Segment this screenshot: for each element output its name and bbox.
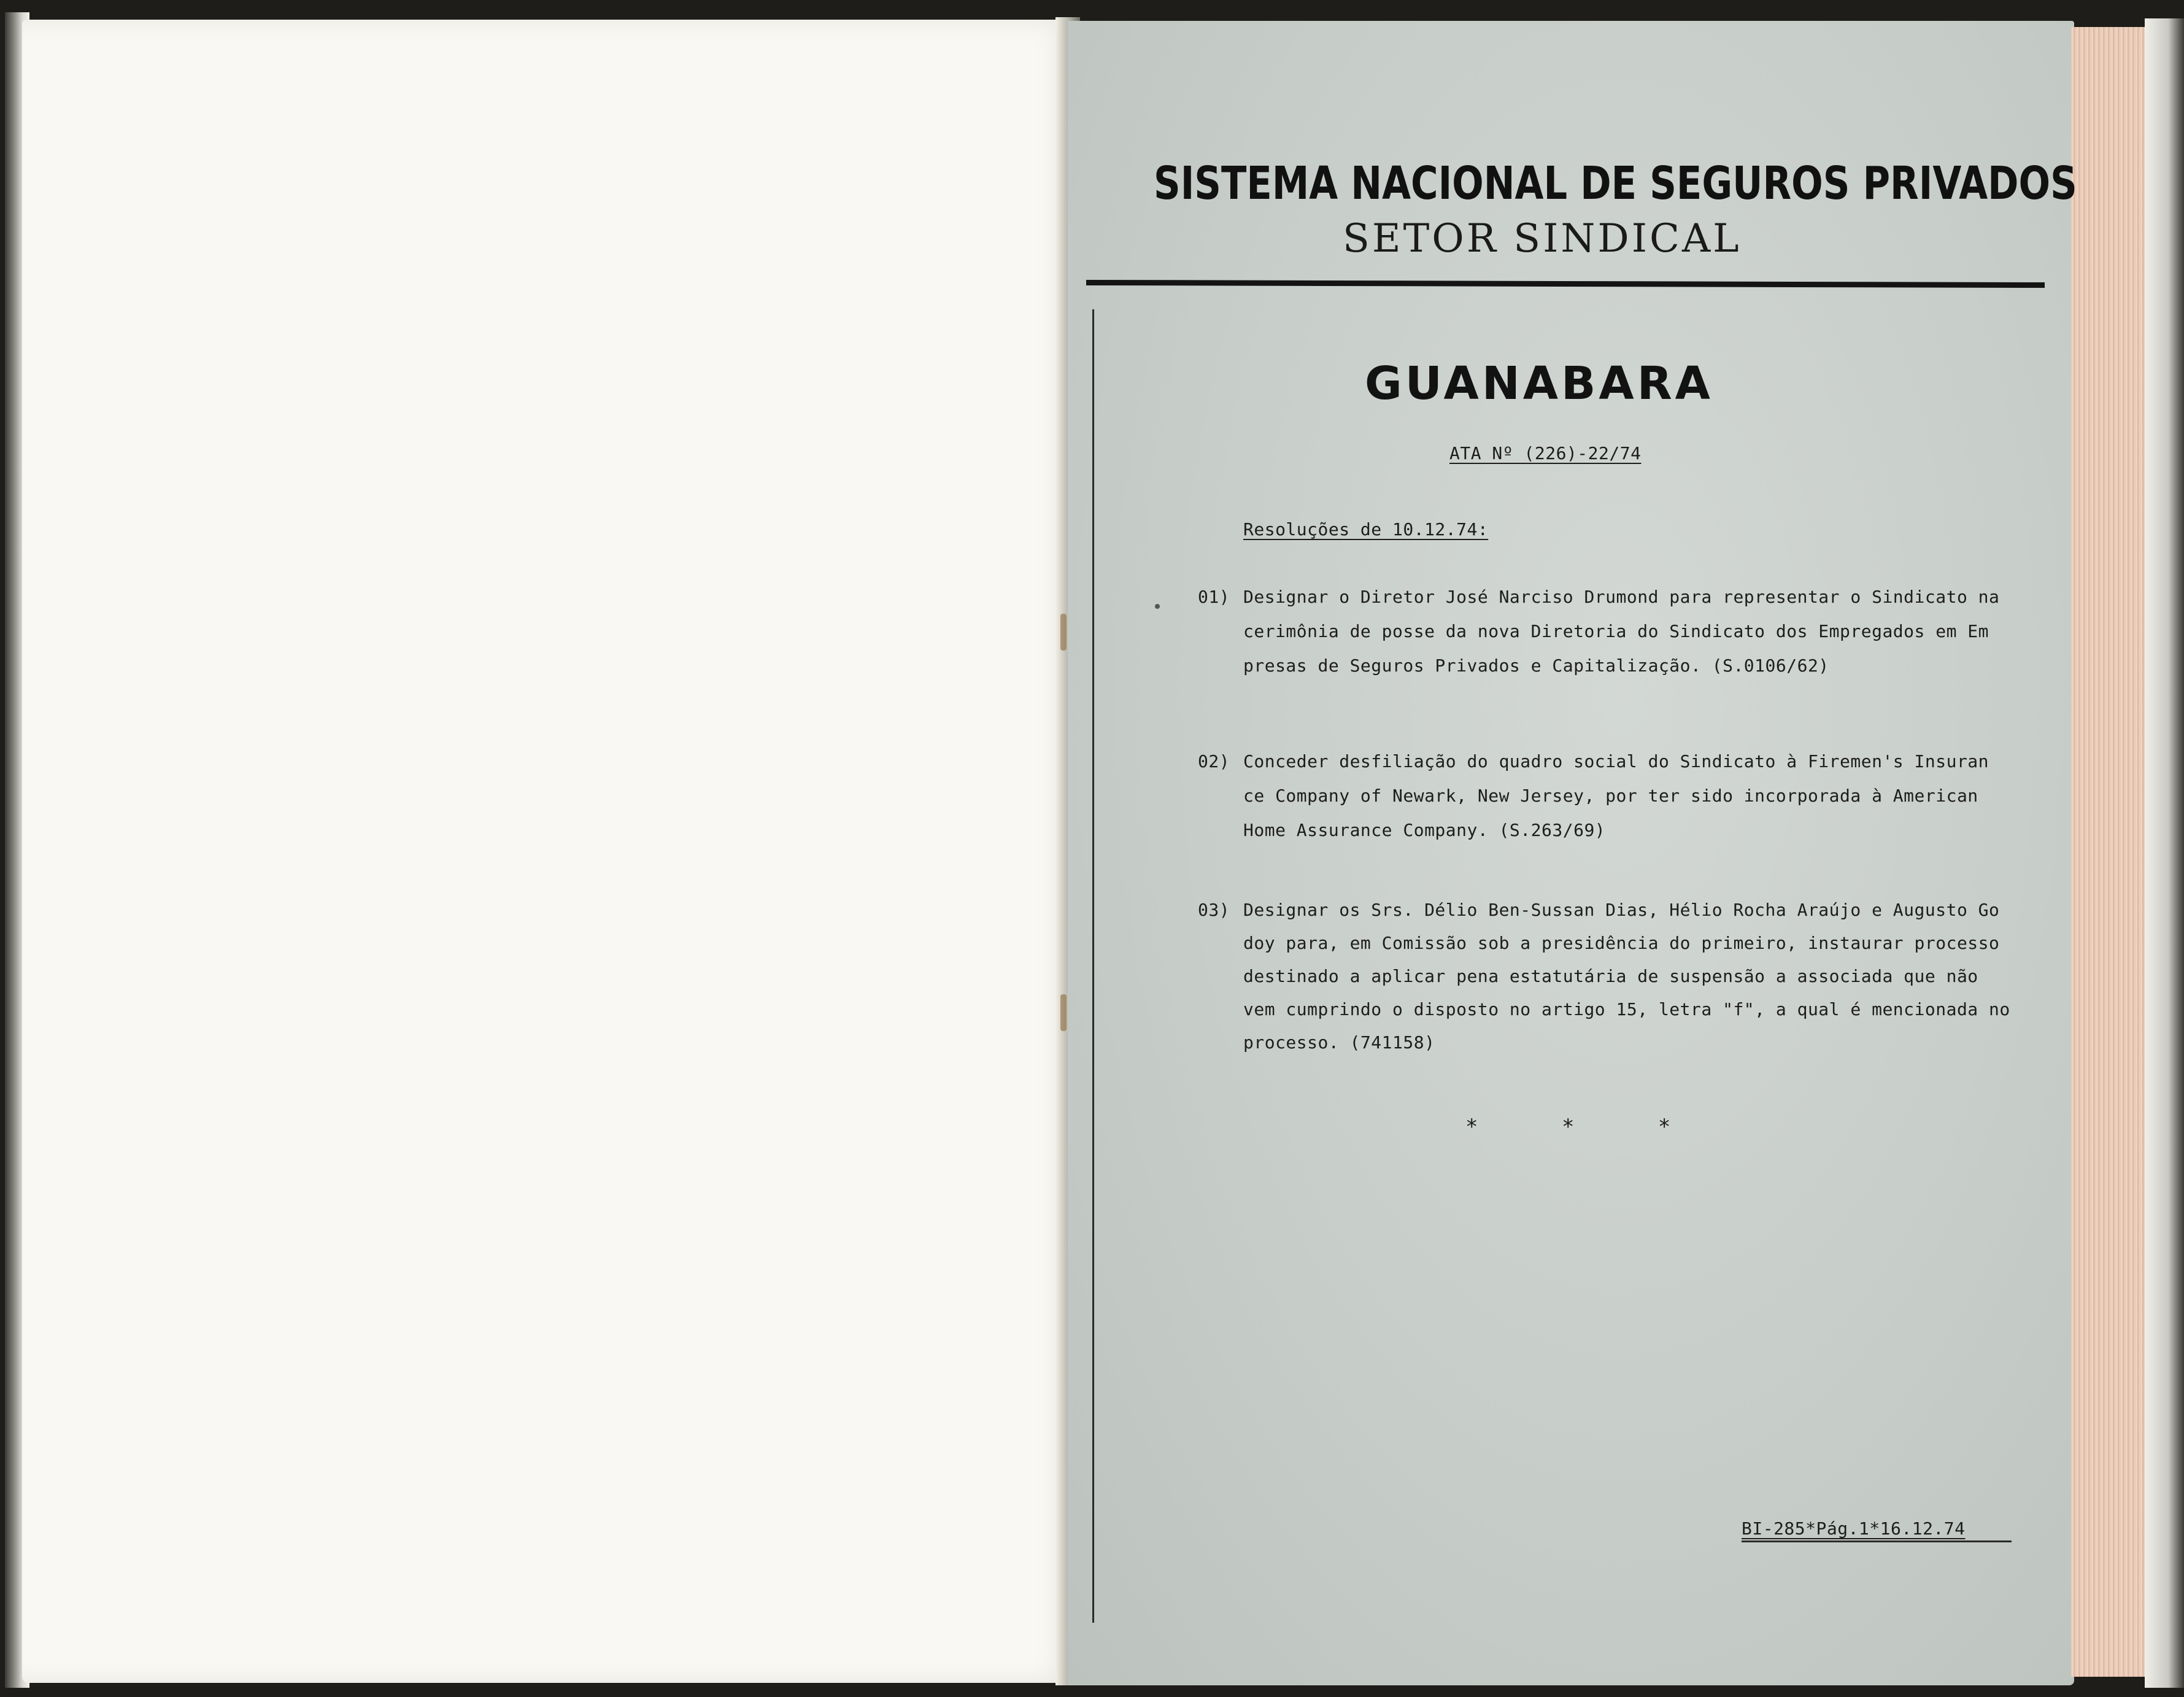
binding-stain xyxy=(1060,994,1067,1031)
item-line: doy para, em Comissão sob a presidência do primeiro, instaurar processo xyxy=(1243,933,2000,953)
page-footer: BI-285*Pág.1*16.12.74 xyxy=(1742,1518,1966,1539)
binding-stain xyxy=(1060,614,1067,651)
item-line: presas de Seguros Privados e Capitalização. (S.0106/62) xyxy=(1243,655,1829,676)
page-stack-edge xyxy=(2071,27,2145,1677)
item-number: 01) xyxy=(1198,587,1230,607)
item-line: ce Company of Newark, New Jersey, por ter sido incorporada à American xyxy=(1243,786,1978,806)
item-number: 03) xyxy=(1198,900,1230,920)
item-line: vem cumprindo o disposto no artigo 15, letra "f", a qual é mencionada no xyxy=(1243,999,2010,1019)
item-line: cerimônia de posse da nova Diretoria do Sindicato dos Empregados em Em xyxy=(1243,621,1989,641)
item-line: destinado a aplicar pena estatutária de suspensão a associada que não xyxy=(1243,966,1978,986)
document-page xyxy=(1068,21,2077,1685)
item-number: 02) xyxy=(1198,751,1230,771)
resolutions-heading: Resoluções de 10.12.74: xyxy=(1243,519,1489,539)
region-heading: GUANABARA xyxy=(1365,357,1713,410)
item-line: Designar os Srs. Délio Ben-Sussan Dias, Hélio Rocha Araújo e Augusto Go xyxy=(1243,900,2000,920)
right-cover-edge xyxy=(2145,18,2184,1688)
footer-rule xyxy=(1742,1540,2012,1542)
header-rule xyxy=(1086,280,2045,288)
item-line: Conceder desfiliação do quadro social do Sindicato à Firemen's Insuran xyxy=(1243,751,1989,771)
page-title: SISTEMA NACIONAL DE SEGUROS PRIVADOS xyxy=(1154,157,2077,210)
item-line: Designar o Diretor José Narciso Drumond para representar o Sindicato na xyxy=(1243,587,2000,607)
ata-number: ATA Nº (226)-22/74 xyxy=(1449,443,1642,463)
page-subtitle: SETOR SINDICAL xyxy=(1343,216,1742,261)
blank-left-page xyxy=(22,20,1076,1683)
item-line: processo. (741158) xyxy=(1243,1032,1435,1053)
section-separator: * * * xyxy=(1465,1115,1707,1139)
margin-line xyxy=(1092,309,1094,1623)
item-line: Home Assurance Company. (S.263/69) xyxy=(1243,820,1606,840)
ink-speck xyxy=(1155,604,1160,609)
